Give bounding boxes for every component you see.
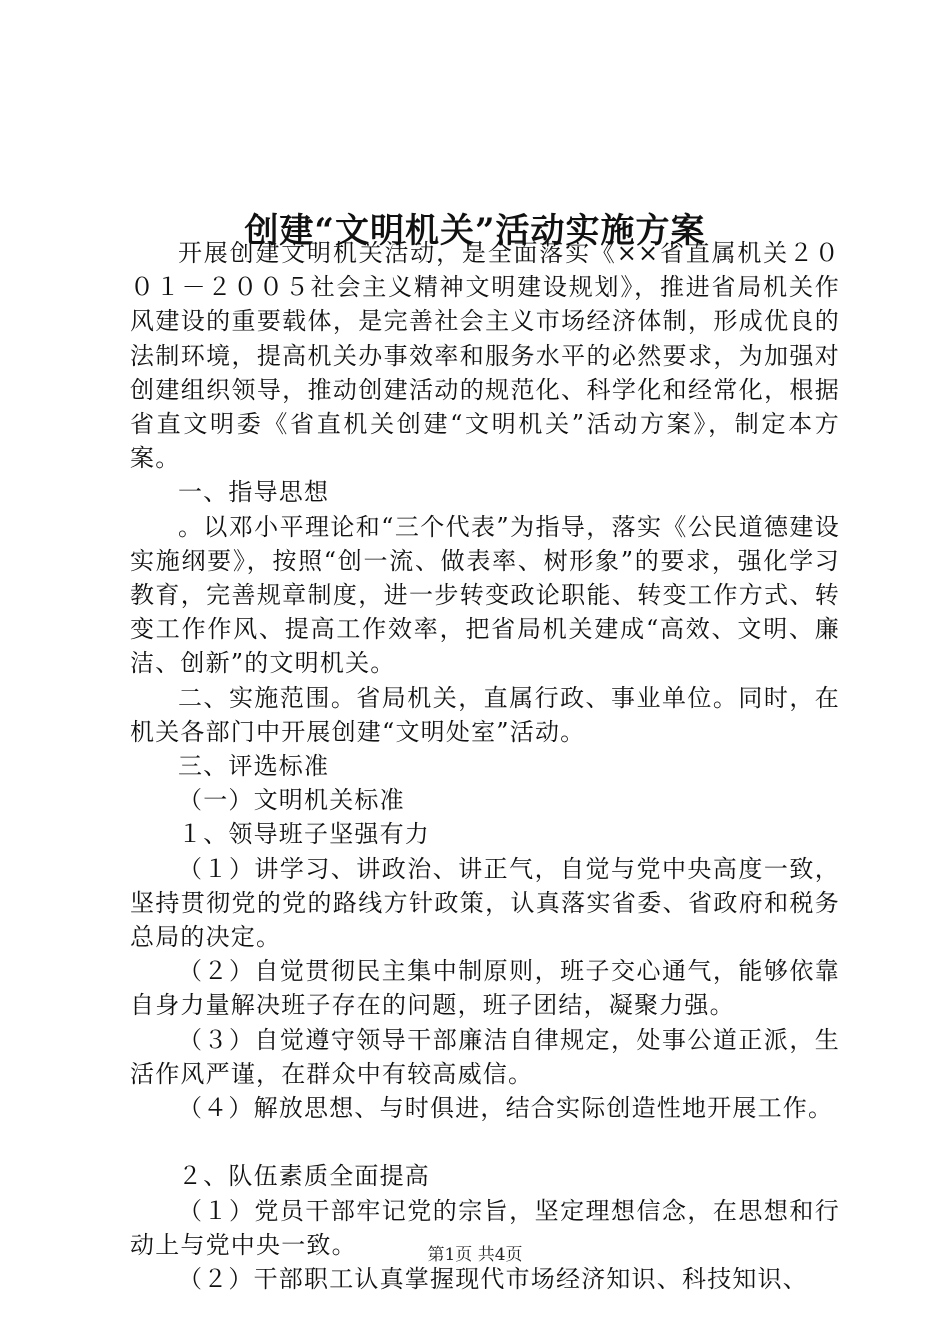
section-heading-guiding-ideology: 一、指导思想 [178,478,330,507]
guiding-ideology-paragraph: 。以邓小平理论和“三个代表”为指导，落实《公民道德建设实施纲要》，按照“创一流、做表率、树形象”的要求，强化学习教育，完善规章制度，进一步转变政论职能、转变工作方式、转变工作作风、提高工作效率，把省局机关建成“高效、文明、廉洁、创新”的文明机关。 [130,512,840,678]
item-heading-team-quality: ２、队伍素质全面提高 [178,1162,430,1191]
subsection-heading-civilized-agency: （一）文明机关标准 [178,786,405,815]
document-body [130,236,840,1296]
document-title: 创建“文明机关”活动实施方案 [244,210,706,251]
list-item: （３）自觉遵守领导干部廉洁自律规定，处事公道正派，生活作风严谨，在群众中有较高威信。 [130,1025,840,1088]
list-item: （２）自觉贯彻民主集中制原则，班子交心通气，能够依靠自身力量解决班子存在的问题，班子团结，凝聚力强。 [130,957,840,1020]
list-item: （４）解放思想、与时俱进，结合实际创造性地开展工作。 [178,1094,834,1123]
list-item: （１）党员干部牢记党的宗旨，坚定理想信念，在思想和行动上与党中央一致。 [130,1196,840,1259]
intro-paragraph: 开展创建文明机关活动，是全面落实《××省直属机关２００１－２００５社会主义精神文明建设规划》，推进省局机关作风建设的重要载体，是完善社会主义市场经济体制，形成优良的法制环境，提高机关办事效率和服务水平的必然要求，为加强对创建组织领导，推动创建活动的规范化、科学化和经常化，根据省直文明委《省直机关创建“文明机关”活动方案》，制定本方案。 [130,239,840,473]
implementation-scope-paragraph: 二、实施范围。省局机关，直属行政、事业单位。同时，在机关各部门中开展创建“文明处室”活动。 [130,683,840,746]
section-heading-selection-standards: 三、评选标准 [178,752,330,781]
blank-line [130,1125,840,1159]
item-heading-leadership: １、领导班子坚强有力 [178,820,430,849]
list-item: （１）讲学习、讲政治、讲正气，自觉与党中央高度一致，坚持贯彻党的党的路线方针政策，认真落实省委、省政府和税务总局的决定。 [130,854,840,952]
list-item: （２）干部职工认真掌握现代市场经济知识、科技知识、 [178,1265,808,1294]
page-number-footer: 第1页 共4页 [427,1245,523,1265]
